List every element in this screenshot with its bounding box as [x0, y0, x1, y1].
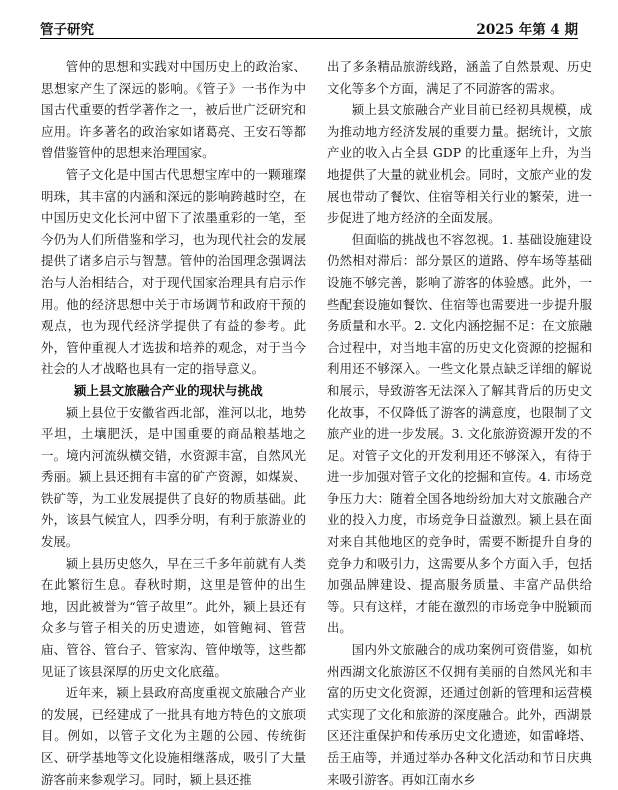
running-header	[40, 16, 578, 39]
paragraph-continued: 出了多条精品旅游线路，涵盖了自然景观、历史文化等多个方面，满足了不同游客的需求。	[327, 59, 592, 96]
paragraph: 国内外文旅融合的成功案例可资借鉴，如杭州西湖文化旅游区不仅拥有美丽的自然风光和丰富的历史文化资源，还通过创新的管理和运营模式实现了文化和旅游的深度融合。此外，西湖景区还注重保护和传承历史文化遗迹，如雷峰塔、岳王庙等，并通过举办各种文化活动和节日庆典来吸引游客。再如江南水乡	[327, 642, 592, 787]
paragraph: 管仲的思想和实践对中国历史上的政治家、思想家产生了深远的影响。《管子》一书作为中国古代重要的哲学著作之一，被后世广泛研究和应用。许多著名的政治家如诸葛亮、王安石等都曾借鉴管仲的思想来治理国家。	[41, 59, 306, 161]
left-column	[41, 56, 306, 790]
section-heading: 颍上县文旅融合产业的现状与挑战	[73, 382, 263, 398]
paragraph: 颍上县文旅融合产业目前已经初具规模，成为推动地方经济发展的重要力量。据统计，文旅产业的收入占全县 GDP 的比重逐年上升，为当地提供了大量的就业机会。同时，文旅产业的发展也带动了餐饮、住宿等相关行业的繁荣，进一步促进了地方经济的全面发展。	[327, 102, 592, 226]
right-column	[327, 56, 592, 790]
paragraph: 但面临的挑战也不容忽视。1. 基础设施建设仍然相对滞后：部分景区的道路、停车场等基础设施不够完善，影响了游客的体验感。此外，一些配套设施如餐饮、住宿等也需要进一步提升服务质量和水平。2. 文化内涵挖掘不足：在文旅融合过程中，对当地丰富的历史文化资源的挖掘和利用还不够深入。一些文化景点缺乏详细的解说和展示，导致游客无法深入了解其背后的历史文化故事，不仅降低了游客的满意度，也限制了文旅产业的进一步发展。3. 文化旅游资源开发的不足。对管子文化的开发利用还不够深入，有待于进一步加强对管子文化的挖掘和宣传。4. 市场竞争压力大：随着全国各地纷纷加大对文旅融合产业的投入力度，市场竞争日益激烈。颍上县在面对来自其他地区的竞争时，需要不断提升自身的竞争力和吸引力，这需要从多个方面入手，包括加强品牌建设、提高服务质量、丰富产品供给等。只有这样，才能在激烈的市场竞争中脱颖而出。	[327, 231, 592, 636]
issue-label: 2025 年第 4 期	[476, 22, 578, 38]
paragraph: 近年来，颍上县政府高度重视文旅融合产业的发展，已经建成了一批具有地方特色的文旅项目。例如，以管子文化为主题的公园、传统街区、研学基地等文化设施相继落成，吸引了大量游客前来参观学习。同时，颍上县还推	[41, 685, 306, 787]
paragraph: 颍上县位于安徽省西北部，淮河以北，地势平坦，土壤肥沃，是中国重要的商品粮基地之一。境内河流纵横交错，水资源丰富，自然风光秀丽。颍上县还拥有丰富的矿产资源，如煤炭、铁矿等，为工业发展提供了良好的物质基础。此外，该县气候宜人，四季分明，有利于旅游业的发展。	[41, 404, 306, 550]
paragraph: 颍上县历史悠久，早在三千多年前就有人类在此繁衍生息。春秋时期，这里是管仲的出生地，因此被誉为“管子故里”。此外，颍上县还有众多与管子相关的历史遗迹，如管鲍祠、管营庙、管谷、管台子、管家沟、管仲墩等，这些都见证了该县深厚的历史文化底蕴。	[41, 555, 306, 679]
paragraph: 管子文化是中国古代思想宝库中的一颗璀璨明珠，其丰富的内涵和深远的影响跨越时空，在中国历史文化长河中留下了浓墨重彩的一笔，至今仍为人们所借鉴和学习，也为现代社会的发展提供了诸多启示与智慧。管仲的治国理念强调法治与人治相结合，对于现代国家治理具有启示作用。他的经济思想中关于市场调节和政府干预的观点，也为现代经济学提供了有益的参考。此外，管仲重视人才选拔和培养的观念，对于当今社会的人才战略也具有一定的指导意义。	[41, 166, 306, 377]
journal-name: 管子研究	[40, 22, 94, 38]
